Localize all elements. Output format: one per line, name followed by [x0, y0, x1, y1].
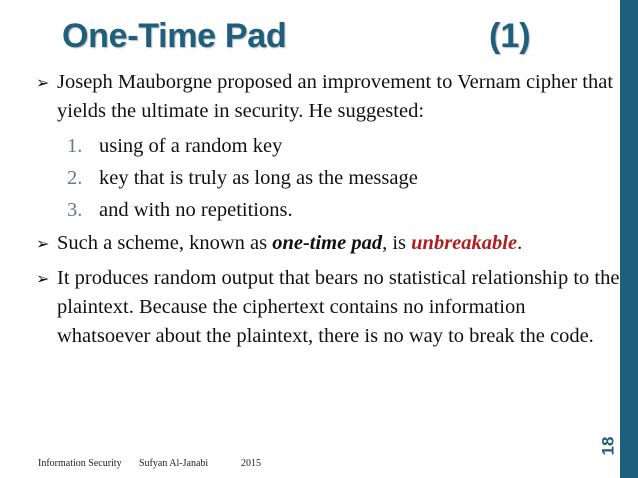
- bullet-item: [36, 264, 620, 351]
- bullet-item: [36, 68, 620, 126]
- list-item-text: and with no repetitions.: [99, 199, 293, 221]
- arrow-bullet-icon: ➢: [36, 269, 50, 288]
- list-item: [36, 130, 620, 162]
- numbered-list: [36, 130, 620, 226]
- term-one-time-pad: one-time pad: [272, 232, 383, 254]
- arrow-bullet-icon: ➢: [36, 234, 50, 253]
- list-item-text: key that is truly as long as the message: [99, 167, 418, 189]
- bullet-item: [36, 229, 620, 258]
- slide-content: [36, 68, 620, 351]
- bullet-text: It produces random output that bears no statistical relationship to the plaintext. Because the ciphertext contains no information whatsoever about the plaintext, there is no way to break the code.: [57, 267, 620, 347]
- bullet-text: Joseph Mauborgne proposed an improvement to Vernam cipher that yields the ultimate in security. He suggested:: [57, 71, 614, 122]
- accent-bar: [620, 0, 638, 478]
- footer-year: 2015: [241, 458, 261, 469]
- list-item: [36, 162, 620, 194]
- footer-course: Information Security: [38, 458, 122, 469]
- list-item-text: using of a random key: [99, 135, 283, 157]
- bullet-text-mid: , is: [382, 232, 412, 254]
- list-item-number: 2.: [67, 167, 83, 189]
- term-unbreakable: unbreakable: [411, 232, 518, 254]
- footer-author: Sufyan Al-Janabi: [139, 458, 209, 469]
- list-item-number: 1.: [67, 135, 83, 157]
- bullet-text-post: .: [517, 232, 523, 254]
- slide-title: One-Time Pad: [62, 17, 287, 55]
- bullet-text-pre: Such a scheme, known as: [57, 232, 273, 254]
- slide-title-number: (1): [489, 17, 531, 55]
- list-item: [36, 194, 620, 226]
- arrow-bullet-icon: ➢: [36, 73, 50, 92]
- list-item-number: 3.: [67, 199, 83, 221]
- page-number: 18: [598, 436, 618, 456]
